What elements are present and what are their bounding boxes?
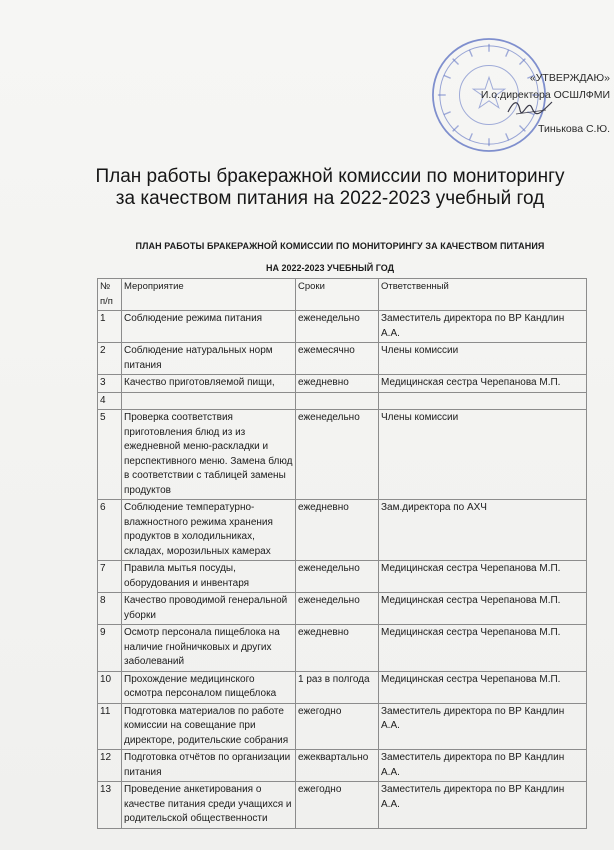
- row-event: Соблюдение натуральных норм питания: [122, 343, 296, 375]
- row-event: Соблюдение температурно-влажностного режима хранения продуктов в холодильниках, складах, морозильных камерах: [122, 500, 296, 561]
- row-event: Прохождение медицинского осмотра персоналом пищеблока: [122, 671, 296, 703]
- row-term: еженедельно: [296, 410, 379, 500]
- row-number: 8: [98, 593, 122, 625]
- table-row: [98, 703, 587, 750]
- row-term: ежедневно: [296, 500, 379, 561]
- table-row: [98, 392, 587, 410]
- row-responsible: Медицинская сестра Черепанова М.П.: [379, 375, 587, 393]
- row-number: 2: [98, 343, 122, 375]
- row-responsible: Медицинская сестра Черепанова М.П.: [379, 561, 587, 593]
- row-responsible: Заместитель директора по ВР Кандлин А.А.: [379, 782, 587, 829]
- table-header-row: [98, 279, 587, 311]
- row-term: еженедельно: [296, 311, 379, 343]
- approval-signer: Тинькова С.Ю.: [538, 123, 610, 135]
- row-responsible: Медицинская сестра Черепанова М.П.: [379, 625, 587, 672]
- col-header-event: Мероприятие: [122, 279, 296, 311]
- row-number: 9: [98, 625, 122, 672]
- table-subheading: НА 2022-2023 УЧЕБНЫЙ ГОД: [266, 263, 394, 273]
- table-row: [98, 750, 587, 782]
- row-term: ежемесячно: [296, 343, 379, 375]
- row-number: 13: [98, 782, 122, 829]
- table-row: [98, 593, 587, 625]
- row-event: Качество проводимой генеральной уборки: [122, 593, 296, 625]
- page-title-line-1: План работы бракеражной комиссии по мониторингу: [95, 166, 565, 187]
- row-number: 5: [98, 410, 122, 500]
- row-responsible: [379, 392, 587, 410]
- col-header-responsible: Ответственный: [379, 279, 587, 311]
- row-term: ежеквартально: [296, 750, 379, 782]
- row-number: 6: [98, 500, 122, 561]
- row-responsible: Зам.директора по АХЧ: [379, 500, 587, 561]
- row-responsible: Члены комиссии: [379, 343, 587, 375]
- page-title: [60, 166, 600, 210]
- row-responsible: Медицинская сестра Черепанова М.П.: [379, 671, 587, 703]
- row-term: еженедельно: [296, 593, 379, 625]
- row-event: Проведение анкетирования о качестве питания среди учащихся и родительской общественности: [122, 782, 296, 829]
- row-event: Проверка соответствия приготовления блюд из из ежедневной меню-раскладки и перспективного меню. Замена блюд в соответствии с таблицей замены продуктов: [122, 410, 296, 500]
- plan-table: [97, 278, 587, 829]
- row-responsible: Члены комиссии: [379, 410, 587, 500]
- table-row: [98, 375, 587, 393]
- table-row: [98, 343, 587, 375]
- table-row: [98, 671, 587, 703]
- row-event: Осмотр персонала пищеблока на наличие гнойничковых и других заболеваний: [122, 625, 296, 672]
- row-term: ежедневно: [296, 375, 379, 393]
- table-heading: ПЛАН РАБОТЫ БРАКЕРАЖНОЙ КОМИССИИ ПО МОНИТОРИНГУ ЗА КАЧЕСТВОМ ПИТАНИЯ: [135, 241, 545, 251]
- row-responsible: Заместитель директора по ВР Кандлин А.А.: [379, 750, 587, 782]
- row-number: 10: [98, 671, 122, 703]
- handwritten-signature: [506, 96, 554, 118]
- table-row: [98, 625, 587, 672]
- row-event: Подготовка материалов по работе комиссии на совещание при директоре, родительские собрания: [122, 703, 296, 750]
- table-row: [98, 782, 587, 829]
- row-term: 1 раз в полгода: [296, 671, 379, 703]
- row-term: [296, 392, 379, 410]
- row-number: 3: [98, 375, 122, 393]
- row-term: ежегодно: [296, 703, 379, 750]
- row-number: 12: [98, 750, 122, 782]
- row-number: 4: [98, 392, 122, 410]
- table-row: [98, 410, 587, 500]
- row-number: 11: [98, 703, 122, 750]
- col-header-term: Сроки: [296, 279, 379, 311]
- row-term: еженедельно: [296, 561, 379, 593]
- row-term: ежегодно: [296, 782, 379, 829]
- approval-position: И.о.директора ОСШЛФМИ: [480, 89, 610, 101]
- col-header-number: № п/п: [98, 279, 122, 311]
- row-event: [122, 392, 296, 410]
- table-row: [98, 311, 587, 343]
- row-event: Соблюдение режима питания: [122, 311, 296, 343]
- row-term: ежедневно: [296, 625, 379, 672]
- row-event: Правила мытья посуды, оборудования и инвентаря: [122, 561, 296, 593]
- table-row: [98, 500, 587, 561]
- row-number: 1: [98, 311, 122, 343]
- row-responsible: Заместитель директора по ВР Кандлин А.А.: [379, 311, 587, 343]
- page-title-line-2: за качеством питания на 2022-2023 учебный год: [115, 188, 545, 209]
- table-row: [98, 561, 587, 593]
- row-responsible: Медицинская сестра Черепанова М.П.: [379, 593, 587, 625]
- row-responsible: Заместитель директора по ВР Кандлин А.А.: [379, 703, 587, 750]
- row-number: 7: [98, 561, 122, 593]
- row-event: Подготовка отчётов по организации питания: [122, 750, 296, 782]
- row-event: Качество приготовляемой пищи,: [122, 375, 296, 393]
- approval-label: «УТВЕРЖДАЮ»: [529, 72, 610, 84]
